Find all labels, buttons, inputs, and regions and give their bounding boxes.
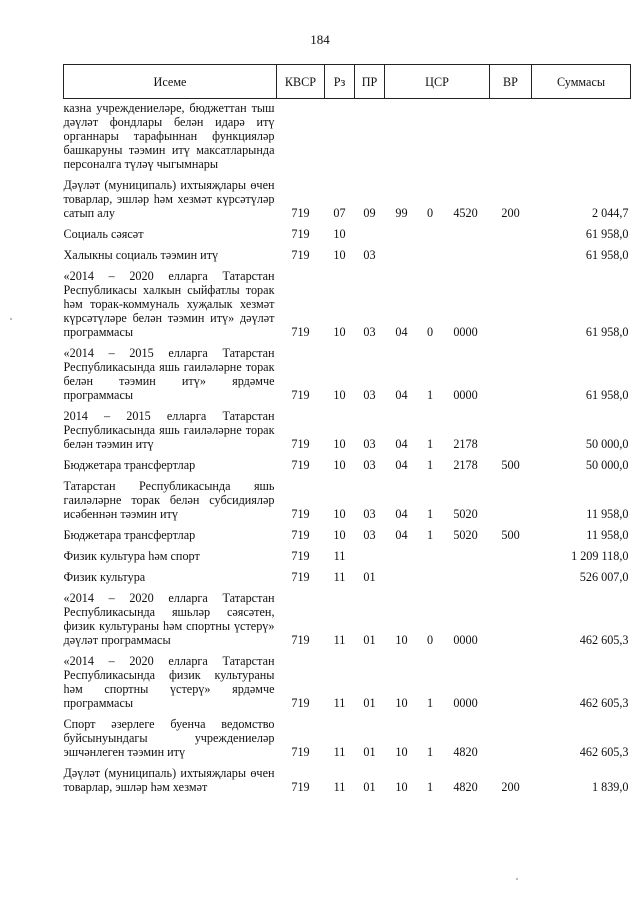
cell-csr1: 04 bbox=[395, 325, 408, 339]
cell-rz: 11 bbox=[333, 696, 346, 710]
cell-rz: 10 bbox=[333, 388, 346, 402]
scan-mark bbox=[516, 878, 518, 880]
cell-pr: 09 bbox=[363, 206, 376, 220]
cell-pr: 01 bbox=[363, 633, 376, 647]
cell-vr bbox=[490, 542, 532, 563]
cell-sum: 61 958,0 bbox=[585, 325, 629, 339]
cell-csr3: 5020 bbox=[453, 528, 478, 542]
cell-pr: 03 bbox=[363, 437, 376, 451]
cell-csr1: 04 bbox=[395, 507, 408, 521]
cell-csr2: 1 bbox=[426, 507, 434, 521]
cell-name: Халыкны социаль тәэмин итү bbox=[63, 248, 219, 262]
cell-sum: 50 000,0 bbox=[585, 437, 629, 451]
cell-sum: 11 958,0 bbox=[586, 528, 629, 542]
table-row bbox=[64, 171, 631, 220]
cell-csr3: 5020 bbox=[453, 507, 478, 521]
cell-csr3 bbox=[442, 542, 490, 563]
cell-kvsr: 719 bbox=[291, 248, 310, 262]
cell-csr2: 1 bbox=[426, 696, 434, 710]
cell-csr3: 4520 bbox=[453, 206, 478, 220]
cell-csr3: 2178 bbox=[453, 458, 478, 472]
cell-kvsr: 719 bbox=[291, 437, 310, 451]
cell-csr1: 04 bbox=[395, 388, 408, 402]
cell-csr2 bbox=[419, 220, 442, 241]
cell-csr2: 1 bbox=[426, 458, 434, 472]
cell-vr bbox=[490, 584, 532, 647]
header-pr: ПР bbox=[355, 65, 385, 99]
cell-kvsr bbox=[277, 99, 325, 172]
table-row bbox=[64, 710, 631, 759]
cell-csr2: 1 bbox=[426, 528, 434, 542]
cell-sum: 61 958,0 bbox=[585, 388, 629, 402]
cell-csr3 bbox=[442, 220, 490, 241]
cell-sum bbox=[532, 99, 631, 172]
cell-rz: 10 bbox=[333, 325, 346, 339]
cell-rz: 07 bbox=[333, 206, 346, 220]
cell-kvsr: 719 bbox=[291, 325, 310, 339]
cell-kvsr: 719 bbox=[291, 745, 310, 759]
cell-kvsr: 719 bbox=[291, 570, 310, 584]
cell-csr3 bbox=[442, 563, 490, 584]
cell-sum: 11 958,0 bbox=[586, 507, 629, 521]
cell-sum: 462 605,3 bbox=[579, 745, 629, 759]
cell-kvsr: 719 bbox=[291, 227, 310, 241]
cell-vr bbox=[490, 402, 532, 451]
cell-kvsr: 719 bbox=[291, 206, 310, 220]
cell-sum: 1 839,0 bbox=[591, 780, 629, 794]
cell-rz: 10 bbox=[333, 528, 346, 542]
cell-csr1: 04 bbox=[395, 528, 408, 542]
cell-name: Физик культура bbox=[63, 570, 146, 584]
scan-mark bbox=[10, 318, 12, 320]
cell-csr2 bbox=[419, 563, 442, 584]
cell-csr1 bbox=[385, 542, 419, 563]
header-kvsr: КВСР bbox=[277, 65, 325, 99]
cell-csr2 bbox=[419, 542, 442, 563]
cell-kvsr: 719 bbox=[291, 458, 310, 472]
cell-vr bbox=[490, 339, 532, 402]
cell-csr2: 1 bbox=[426, 745, 434, 759]
cell-csr3: 0000 bbox=[453, 388, 478, 402]
cell-vr bbox=[490, 262, 532, 339]
cell-sum: 50 000,0 bbox=[585, 458, 629, 472]
cell-name: «2014 – 2020 елларга Татарстан Республикасында физик культураны һәм спортны үстерү» ярдәмче программасы bbox=[63, 654, 275, 710]
cell-kvsr: 719 bbox=[291, 696, 310, 710]
cell-rz bbox=[325, 99, 355, 172]
cell-rz: 10 bbox=[333, 507, 346, 521]
cell-pr: 03 bbox=[363, 388, 376, 402]
table-row bbox=[64, 647, 631, 710]
cell-vr: 200 bbox=[501, 780, 520, 794]
cell-csr1 bbox=[385, 220, 419, 241]
table-row bbox=[64, 542, 631, 563]
cell-vr bbox=[490, 220, 532, 241]
cell-name: Физик культура һәм спорт bbox=[63, 549, 200, 563]
cell-csr1: 10 bbox=[395, 696, 408, 710]
cell-csr2 bbox=[419, 99, 442, 172]
cell-name: казна учреждениеләре, бюджеттан тыш дәүләт фондлары белән идарә итү органнары тарафыннан функцияләр башкаруны тәэмин итү максатларында персоналга түләү чыгымнары bbox=[63, 101, 275, 171]
cell-vr bbox=[490, 563, 532, 584]
cell-csr3: 0000 bbox=[453, 633, 478, 647]
cell-csr3: 2178 bbox=[453, 437, 478, 451]
page-number: 184 bbox=[310, 32, 330, 47]
cell-sum: 526 007,0 bbox=[579, 570, 629, 584]
cell-kvsr: 719 bbox=[291, 549, 310, 563]
cell-csr3 bbox=[442, 241, 490, 262]
cell-pr: 01 bbox=[363, 780, 376, 794]
cell-name: Бюджетара трансфертлар bbox=[63, 528, 196, 542]
cell-sum: 462 605,3 bbox=[579, 696, 629, 710]
cell-name: Бюджетара трансфертлар bbox=[63, 458, 196, 472]
cell-pr: 03 bbox=[363, 325, 376, 339]
cell-rz: 11 bbox=[333, 570, 346, 584]
cell-name: Спорт әзерлеге буенча ведомство буйсынуындагы учреждениеләр эшчәнлеген тәэмин итү bbox=[63, 717, 275, 759]
table-body bbox=[64, 99, 631, 795]
cell-csr1: 04 bbox=[395, 458, 408, 472]
table-row bbox=[64, 563, 631, 584]
header-sum: Суммасы bbox=[532, 65, 631, 99]
cell-name: «2014 – 2020 елларга Татарстан Республикасында яшьләр сәясәтен, физик культураны һәм спортны үстерү» дәүләт программасы bbox=[63, 591, 275, 647]
cell-csr2: 0 bbox=[426, 206, 434, 220]
cell-name: Татарстан Республикасында яшь гаиләләрне торак белән субсидияләр исәбеннән тәэмин итү bbox=[63, 479, 275, 521]
table-row bbox=[64, 339, 631, 402]
cell-sum: 2 044,7 bbox=[591, 206, 629, 220]
cell-pr bbox=[355, 220, 385, 241]
cell-csr2: 1 bbox=[426, 437, 434, 451]
cell-kvsr: 719 bbox=[291, 388, 310, 402]
table-row bbox=[64, 759, 631, 794]
cell-pr: 01 bbox=[363, 570, 376, 584]
cell-pr: 03 bbox=[363, 458, 376, 472]
cell-kvsr: 719 bbox=[291, 633, 310, 647]
cell-csr1 bbox=[385, 563, 419, 584]
cell-pr bbox=[355, 99, 385, 172]
header-csr: ЦСР bbox=[385, 65, 490, 99]
table-row bbox=[64, 521, 631, 542]
header-vr: ВР bbox=[490, 65, 532, 99]
cell-csr1: 10 bbox=[395, 780, 408, 794]
cell-csr3 bbox=[442, 99, 490, 172]
cell-kvsr: 719 bbox=[291, 780, 310, 794]
table-row bbox=[64, 584, 631, 647]
header-name: Исеме bbox=[64, 65, 277, 99]
cell-sum: 61 958,0 bbox=[585, 248, 629, 262]
table-header bbox=[64, 65, 631, 99]
cell-csr1: 10 bbox=[395, 633, 408, 647]
cell-name: Дәүләт (муниципаль) ихтыяҗлары өчен товарлар, эшләр һәм хезмәт күрсәтүләр сатып алу bbox=[63, 178, 275, 220]
cell-pr: 03 bbox=[363, 528, 376, 542]
cell-name: Дәүләт (муниципаль) ихтыяҗлары өчен товарлар, эшләр һәм хезмәт bbox=[63, 766, 275, 794]
cell-rz: 10 bbox=[333, 227, 346, 241]
cell-vr bbox=[490, 472, 532, 521]
cell-rz: 10 bbox=[333, 458, 346, 472]
cell-name: Социаль сәясәт bbox=[63, 227, 144, 241]
cell-rz: 11 bbox=[333, 780, 346, 794]
cell-csr3: 0000 bbox=[453, 696, 478, 710]
cell-csr3: 4820 bbox=[453, 745, 478, 759]
cell-rz: 10 bbox=[333, 437, 346, 451]
cell-vr bbox=[490, 99, 532, 172]
table-row bbox=[64, 402, 631, 451]
table-row bbox=[64, 99, 631, 172]
table-row bbox=[64, 451, 631, 472]
cell-csr2: 0 bbox=[426, 325, 434, 339]
budget-table bbox=[63, 64, 631, 794]
cell-csr2 bbox=[419, 241, 442, 262]
table-row bbox=[64, 262, 631, 339]
cell-csr2: 1 bbox=[426, 780, 434, 794]
cell-rz: 10 bbox=[333, 248, 346, 262]
cell-vr: 500 bbox=[501, 528, 520, 542]
cell-vr: 500 bbox=[501, 458, 520, 472]
table-row bbox=[64, 472, 631, 521]
cell-rz: 11 bbox=[333, 633, 346, 647]
cell-vr bbox=[490, 647, 532, 710]
cell-csr1: 10 bbox=[395, 745, 408, 759]
header-rz: Рз bbox=[325, 65, 355, 99]
cell-csr1 bbox=[385, 241, 419, 262]
cell-kvsr: 719 bbox=[291, 507, 310, 521]
cell-csr2: 1 bbox=[426, 388, 434, 402]
cell-pr: 03 bbox=[363, 248, 376, 262]
cell-csr1 bbox=[385, 99, 419, 172]
cell-sum: 462 605,3 bbox=[579, 633, 629, 647]
cell-vr bbox=[490, 710, 532, 759]
cell-vr: 200 bbox=[501, 206, 520, 220]
cell-pr: 01 bbox=[363, 696, 376, 710]
cell-rz: 11 bbox=[333, 745, 346, 759]
cell-pr bbox=[355, 542, 385, 563]
cell-pr: 01 bbox=[363, 745, 376, 759]
table-row bbox=[64, 241, 631, 262]
table-row bbox=[64, 220, 631, 241]
cell-name: 2014 – 2015 елларга Татарстан Республикасында яшь гаиләләрне торак белән тәэмин итү bbox=[63, 409, 275, 451]
cell-name: «2014 – 2020 елларга Татарстан Республикасы халкын сыйфатлы торак һәм торак-коммуналь хуҗалык хезмәт күрсәтүләре белән тәэмин итү» дәүләт программасы bbox=[63, 269, 275, 339]
cell-csr2: 0 bbox=[426, 633, 434, 647]
cell-csr3: 4820 bbox=[453, 780, 478, 794]
cell-sum: 1 209 118,0 bbox=[571, 549, 629, 563]
cell-rz: 11 bbox=[333, 549, 346, 563]
cell-csr1: 04 bbox=[395, 437, 408, 451]
cell-csr3: 0000 bbox=[453, 325, 478, 339]
cell-pr: 03 bbox=[363, 507, 376, 521]
cell-name: «2014 – 2015 елларга Татарстан Республикасында яшь гаиләләрне торак белән тәэмин итү» ярдәмче программасы bbox=[63, 346, 275, 402]
cell-vr bbox=[490, 241, 532, 262]
cell-csr1: 99 bbox=[395, 206, 408, 220]
cell-sum: 61 958,0 bbox=[585, 227, 629, 241]
cell-kvsr: 719 bbox=[291, 528, 310, 542]
